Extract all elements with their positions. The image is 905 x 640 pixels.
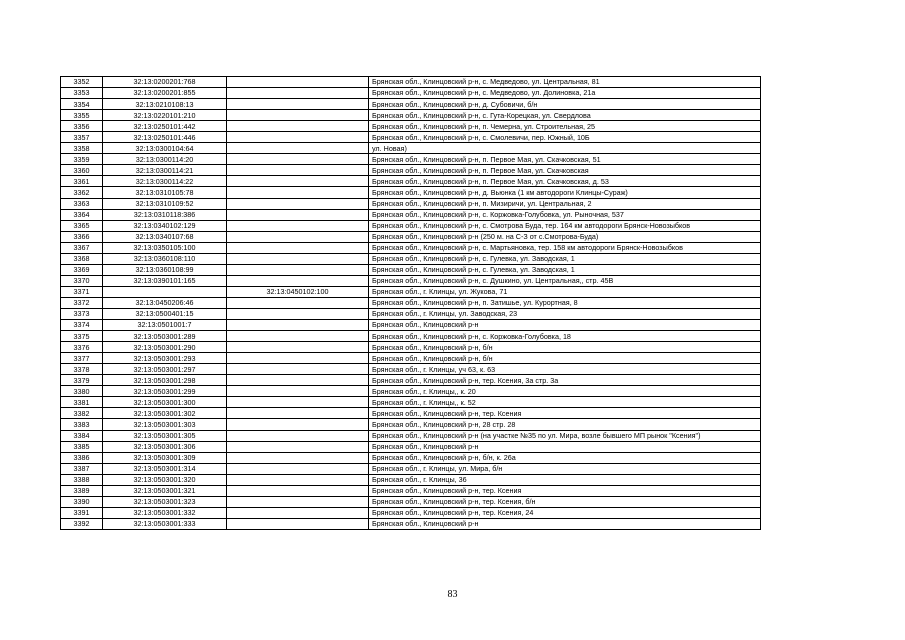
row-number-cell: 3376 xyxy=(61,342,103,353)
row-number-cell: 3361 xyxy=(61,176,103,187)
table-row xyxy=(61,320,761,331)
row-number-cell: 3387 xyxy=(61,463,103,474)
table-row xyxy=(61,275,761,286)
cadastral-number-cell: 32:13:0503001:297 xyxy=(103,364,227,375)
address-cell: Брянская обл., Клинцовский р-н, тер. Ксения, б/н xyxy=(369,496,761,507)
row-number-cell: 3352 xyxy=(61,77,103,88)
table-row xyxy=(61,353,761,364)
address-cell: Брянская обл., Клинцовский р-н, тер. Ксения xyxy=(369,408,761,419)
table-row xyxy=(61,507,761,518)
table-row xyxy=(61,485,761,496)
table-row xyxy=(61,452,761,463)
cadastral-number-cell: 32:13:0350105:100 xyxy=(103,242,227,253)
address-cell: Брянская обл., Клинцовский р-н, б/н xyxy=(369,353,761,364)
address-cell: Брянская обл., Клинцовский р-н, с. Гулевка, ул. Заводская, 1 xyxy=(369,253,761,264)
cadastral-number-cell: 32:13:0300114:22 xyxy=(103,176,227,187)
table-row xyxy=(61,154,761,165)
cadastral-number-cell: 32:13:0200201:855 xyxy=(103,88,227,99)
row-number-cell: 3380 xyxy=(61,386,103,397)
table-row xyxy=(61,474,761,485)
cadastral-number-cell xyxy=(103,286,227,297)
address-cell: Брянская обл., Клинцовский р-н, д. Вьюнка (1 км автодороги Клинцы-Сураж) xyxy=(369,187,761,198)
cadastral-number-cell: 32:13:0503001:321 xyxy=(103,485,227,496)
cadastral-number-cell: 32:13:0450206:46 xyxy=(103,297,227,308)
table-row xyxy=(61,463,761,474)
table-row xyxy=(61,441,761,452)
address-cell: Брянская обл., Клинцовский р-н, 28 стр. 28 xyxy=(369,419,761,430)
secondary-cadastral-number-cell xyxy=(227,242,369,253)
address-cell: Брянская обл., Клинцовский р-н, п. Первое Мая, ул. Скачковская, д. 53 xyxy=(369,176,761,187)
secondary-cadastral-number-cell xyxy=(227,132,369,143)
table-row xyxy=(61,331,761,342)
row-number-cell: 3358 xyxy=(61,143,103,154)
row-number-cell: 3366 xyxy=(61,231,103,242)
secondary-cadastral-number-cell xyxy=(227,121,369,132)
table-row xyxy=(61,386,761,397)
secondary-cadastral-number-cell xyxy=(227,110,369,121)
table-row xyxy=(61,176,761,187)
address-cell: Брянская обл., Клинцовский р-н, с. Коржовка-Голубовка, 18 xyxy=(369,331,761,342)
row-number-cell: 3357 xyxy=(61,132,103,143)
secondary-cadastral-number-cell xyxy=(227,441,369,452)
secondary-cadastral-number-cell xyxy=(227,165,369,176)
row-number-cell: 3373 xyxy=(61,308,103,319)
address-cell: Брянская обл., Клинцовский р-н, б/н xyxy=(369,342,761,353)
address-cell: Брянская обл., Клинцовский р-н, с. Медведово, ул. Центральная, 81 xyxy=(369,77,761,88)
cadastral-number-cell: 32:13:0390101:165 xyxy=(103,275,227,286)
row-number-cell: 3384 xyxy=(61,430,103,441)
row-number-cell: 3369 xyxy=(61,264,103,275)
cadastral-number-cell: 32:13:0300114:21 xyxy=(103,165,227,176)
address-cell: Брянская обл., Клинцовский р-н, п. Затишье, ул. Курортная, 8 xyxy=(369,297,761,308)
address-cell: Брянская обл., Клинцовский р-н (250 м. на С-З от с.Смотрова-Буда) xyxy=(369,231,761,242)
row-number-cell: 3354 xyxy=(61,99,103,110)
table-row xyxy=(61,397,761,408)
secondary-cadastral-number-cell xyxy=(227,176,369,187)
secondary-cadastral-number-cell xyxy=(227,77,369,88)
table-row xyxy=(61,187,761,198)
cadastral-number-cell: 32:13:0210108:13 xyxy=(103,99,227,110)
cadastral-number-cell: 32:13:0503001:300 xyxy=(103,397,227,408)
row-number-cell: 3386 xyxy=(61,452,103,463)
table-row xyxy=(61,242,761,253)
address-cell: Брянская обл., г. Клинцы, уч 63, к. 63 xyxy=(369,364,761,375)
row-number-cell: 3372 xyxy=(61,297,103,308)
cadastral-number-cell: 32:13:0503001:303 xyxy=(103,419,227,430)
address-cell: ул. Новая) xyxy=(369,143,761,154)
secondary-cadastral-number-cell xyxy=(227,452,369,463)
address-cell: Брянская обл., Клинцовский р-н, тер. Ксения, 24 xyxy=(369,507,761,518)
address-cell: Брянская обл., г. Клинцы,, к. 52 xyxy=(369,397,761,408)
address-cell: Брянская обл., Клинцовский р-н, п. Мизиричи, ул. Центральная, 2 xyxy=(369,198,761,209)
cadastral-number-cell: 32:13:0503001:320 xyxy=(103,474,227,485)
secondary-cadastral-number-cell xyxy=(227,308,369,319)
table-row xyxy=(61,121,761,132)
secondary-cadastral-number-cell xyxy=(227,99,369,110)
table-row xyxy=(61,419,761,430)
secondary-cadastral-number-cell xyxy=(227,231,369,242)
table-row xyxy=(61,297,761,308)
row-number-cell: 3382 xyxy=(61,408,103,419)
row-number-cell: 3381 xyxy=(61,397,103,408)
row-number-cell: 3374 xyxy=(61,320,103,331)
secondary-cadastral-number-cell xyxy=(227,463,369,474)
cadastral-number-cell: 32:13:0310118:386 xyxy=(103,209,227,220)
row-number-cell: 3355 xyxy=(61,110,103,121)
cadastral-number-cell: 32:13:0300114:20 xyxy=(103,154,227,165)
address-cell: Брянская обл., Клинцовский р-н, п. Чемерна, ул. Строительная, 25 xyxy=(369,121,761,132)
address-cell: Брянская обл., Клинцовский р-н, с. Смолевичи, пер. Южный, 10Б xyxy=(369,132,761,143)
property-registry-table xyxy=(60,76,761,530)
row-number-cell: 3364 xyxy=(61,209,103,220)
cadastral-number-cell: 32:13:0503001:314 xyxy=(103,463,227,474)
cadastral-number-cell: 32:13:0200201:768 xyxy=(103,77,227,88)
address-cell: Брянская обл., Клинцовский р-н (на участке №35 по ул. Мира, возле бывшего МП рынок "Ксения") xyxy=(369,430,761,441)
secondary-cadastral-number-cell xyxy=(227,408,369,419)
table-row xyxy=(61,264,761,275)
cadastral-number-cell: 32:13:0503001:333 xyxy=(103,518,227,529)
cadastral-number-cell: 32:13:0503001:309 xyxy=(103,452,227,463)
row-number-cell: 3392 xyxy=(61,518,103,529)
cadastral-number-cell: 32:13:0220101:210 xyxy=(103,110,227,121)
table-row xyxy=(61,77,761,88)
secondary-cadastral-number-cell xyxy=(227,397,369,408)
table-row xyxy=(61,165,761,176)
secondary-cadastral-number-cell xyxy=(227,342,369,353)
cadastral-number-cell: 32:13:0500401:15 xyxy=(103,308,227,319)
secondary-cadastral-number-cell xyxy=(227,386,369,397)
secondary-cadastral-number-cell xyxy=(227,485,369,496)
cadastral-number-cell: 32:13:0503001:298 xyxy=(103,375,227,386)
registry-table-body xyxy=(61,77,761,530)
cadastral-number-cell: 32:13:0340107:68 xyxy=(103,231,227,242)
secondary-cadastral-number-cell xyxy=(227,220,369,231)
row-number-cell: 3353 xyxy=(61,88,103,99)
cadastral-number-cell: 32:13:0310109:52 xyxy=(103,198,227,209)
cadastral-number-cell: 32:13:0360108:110 xyxy=(103,253,227,264)
address-cell: Брянская обл., Клинцовский р-н xyxy=(369,320,761,331)
address-cell: Брянская обл., Клинцовский р-н, с. Душкино, ул. Центральная,, стр. 45В xyxy=(369,275,761,286)
table-row xyxy=(61,253,761,264)
cadastral-number-cell: 32:13:0300104:64 xyxy=(103,143,227,154)
cadastral-number-cell: 32:13:0503001:305 xyxy=(103,430,227,441)
row-number-cell: 3391 xyxy=(61,507,103,518)
address-cell: Брянская обл., Клинцовский р-н, б/н, к. 26а xyxy=(369,452,761,463)
table-row xyxy=(61,518,761,529)
table-row xyxy=(61,110,761,121)
secondary-cadastral-number-cell xyxy=(227,187,369,198)
address-cell: Брянская обл., Клинцовский р-н xyxy=(369,518,761,529)
cadastral-number-cell: 32:13:0503001:290 xyxy=(103,342,227,353)
secondary-cadastral-number-cell xyxy=(227,253,369,264)
row-number-cell: 3371 xyxy=(61,286,103,297)
cadastral-number-cell: 32:13:0503001:306 xyxy=(103,441,227,452)
table-row xyxy=(61,364,761,375)
secondary-cadastral-number-cell xyxy=(227,331,369,342)
table-row xyxy=(61,88,761,99)
secondary-cadastral-number-cell xyxy=(227,364,369,375)
address-cell: Брянская обл., г. Клинцы, ул. Мира, б/н xyxy=(369,463,761,474)
row-number-cell: 3368 xyxy=(61,253,103,264)
row-number-cell: 3388 xyxy=(61,474,103,485)
secondary-cadastral-number-cell xyxy=(227,264,369,275)
cadastral-number-cell: 32:13:0250101:442 xyxy=(103,121,227,132)
cadastral-number-cell: 32:13:0503001:299 xyxy=(103,386,227,397)
table-row xyxy=(61,286,761,297)
secondary-cadastral-number-cell xyxy=(227,507,369,518)
address-cell: Брянская обл., Клинцовский р-н, п. Первое Мая, ул. Скачковская xyxy=(369,165,761,176)
address-cell: Брянская обл., Клинцовский р-н, д. Субовичи, б/н xyxy=(369,99,761,110)
row-number-cell: 3385 xyxy=(61,441,103,452)
table-row xyxy=(61,342,761,353)
cadastral-number-cell: 32:13:0503001:323 xyxy=(103,496,227,507)
cadastral-number-cell: 32:13:0503001:302 xyxy=(103,408,227,419)
row-number-cell: 3359 xyxy=(61,154,103,165)
secondary-cadastral-number-cell xyxy=(227,275,369,286)
secondary-cadastral-number-cell: 32:13:0450102:100 xyxy=(227,286,369,297)
cadastral-number-cell: 32:13:0503001:293 xyxy=(103,353,227,364)
cadastral-number-cell: 32:13:0310105:78 xyxy=(103,187,227,198)
table-row xyxy=(61,375,761,386)
secondary-cadastral-number-cell xyxy=(227,375,369,386)
row-number-cell: 3378 xyxy=(61,364,103,375)
address-cell: Брянская обл., Клинцовский р-н, с. Смотрова Буда, тер. 164 км автодороги Брянск-Новозыбков xyxy=(369,220,761,231)
cadastral-number-cell: 32:13:0501001:7 xyxy=(103,320,227,331)
secondary-cadastral-number-cell xyxy=(227,198,369,209)
table-row xyxy=(61,209,761,220)
cadastral-number-cell: 32:13:0340102:129 xyxy=(103,220,227,231)
address-cell: Брянская обл., Клинцовский р-н, с. Коржовка-Голубовка, ул. Рыночная, 537 xyxy=(369,209,761,220)
row-number-cell: 3377 xyxy=(61,353,103,364)
row-number-cell: 3365 xyxy=(61,220,103,231)
row-number-cell: 3360 xyxy=(61,165,103,176)
address-cell: Брянская обл., Клинцовский р-н, тер. Ксения xyxy=(369,485,761,496)
address-cell: Брянская обл., Клинцовский р-н, с. Мартьяновка, тер. 158 км автодороги Брянск-Новозыбков xyxy=(369,242,761,253)
table-row xyxy=(61,220,761,231)
row-number-cell: 3383 xyxy=(61,419,103,430)
secondary-cadastral-number-cell xyxy=(227,297,369,308)
row-number-cell: 3389 xyxy=(61,485,103,496)
secondary-cadastral-number-cell xyxy=(227,88,369,99)
row-number-cell: 3356 xyxy=(61,121,103,132)
address-cell: Брянская обл., Клинцовский р-н xyxy=(369,441,761,452)
secondary-cadastral-number-cell xyxy=(227,419,369,430)
table-row xyxy=(61,231,761,242)
cadastral-number-cell: 32:13:0503001:289 xyxy=(103,331,227,342)
address-cell: Брянская обл., Клинцовский р-н, с. Медведово, ул. Долиновка, 21а xyxy=(369,88,761,99)
address-cell: Брянская обл., г. Клинцы,, к. 20 xyxy=(369,386,761,397)
secondary-cadastral-number-cell xyxy=(227,518,369,529)
table-row xyxy=(61,496,761,507)
row-number-cell: 3370 xyxy=(61,275,103,286)
row-number-cell: 3362 xyxy=(61,187,103,198)
cadastral-number-cell: 32:13:0360108:99 xyxy=(103,264,227,275)
row-number-cell: 3379 xyxy=(61,375,103,386)
row-number-cell: 3375 xyxy=(61,331,103,342)
address-cell: Брянская обл., г. Клинцы, ул. Заводская, 23 xyxy=(369,308,761,319)
address-cell: Брянская обл., Клинцовский р-н, с. Гута-Корецкая, ул. Свердлова xyxy=(369,110,761,121)
table-row xyxy=(61,430,761,441)
table-row xyxy=(61,308,761,319)
secondary-cadastral-number-cell xyxy=(227,430,369,441)
secondary-cadastral-number-cell xyxy=(227,353,369,364)
secondary-cadastral-number-cell xyxy=(227,143,369,154)
secondary-cadastral-number-cell xyxy=(227,474,369,485)
address-cell: Брянская обл., Клинцовский р-н, п. Первое Мая, ул. Скачковская, 51 xyxy=(369,154,761,165)
row-number-cell: 3367 xyxy=(61,242,103,253)
table-row xyxy=(61,99,761,110)
cadastral-number-cell: 32:13:0250101:446 xyxy=(103,132,227,143)
page-number: 83 xyxy=(447,589,458,600)
cadastral-number-cell: 32:13:0503001:332 xyxy=(103,507,227,518)
secondary-cadastral-number-cell xyxy=(227,496,369,507)
secondary-cadastral-number-cell xyxy=(227,209,369,220)
table-row xyxy=(61,198,761,209)
secondary-cadastral-number-cell xyxy=(227,320,369,331)
table-row xyxy=(61,143,761,154)
table-row xyxy=(61,132,761,143)
address-cell: Брянская обл., Клинцовский р-н, тер. Ксения, 3а стр. 3а xyxy=(369,375,761,386)
table-row xyxy=(61,408,761,419)
row-number-cell: 3390 xyxy=(61,496,103,507)
secondary-cadastral-number-cell xyxy=(227,154,369,165)
address-cell: Брянская обл., г. Клинцы, ул. Жукова, 71 xyxy=(369,286,761,297)
address-cell: Брянская обл., г. Клинцы, 36 xyxy=(369,474,761,485)
row-number-cell: 3363 xyxy=(61,198,103,209)
address-cell: Брянская обл., Клинцовский р-н, с. Гулевка, ул. Заводская, 1 xyxy=(369,264,761,275)
